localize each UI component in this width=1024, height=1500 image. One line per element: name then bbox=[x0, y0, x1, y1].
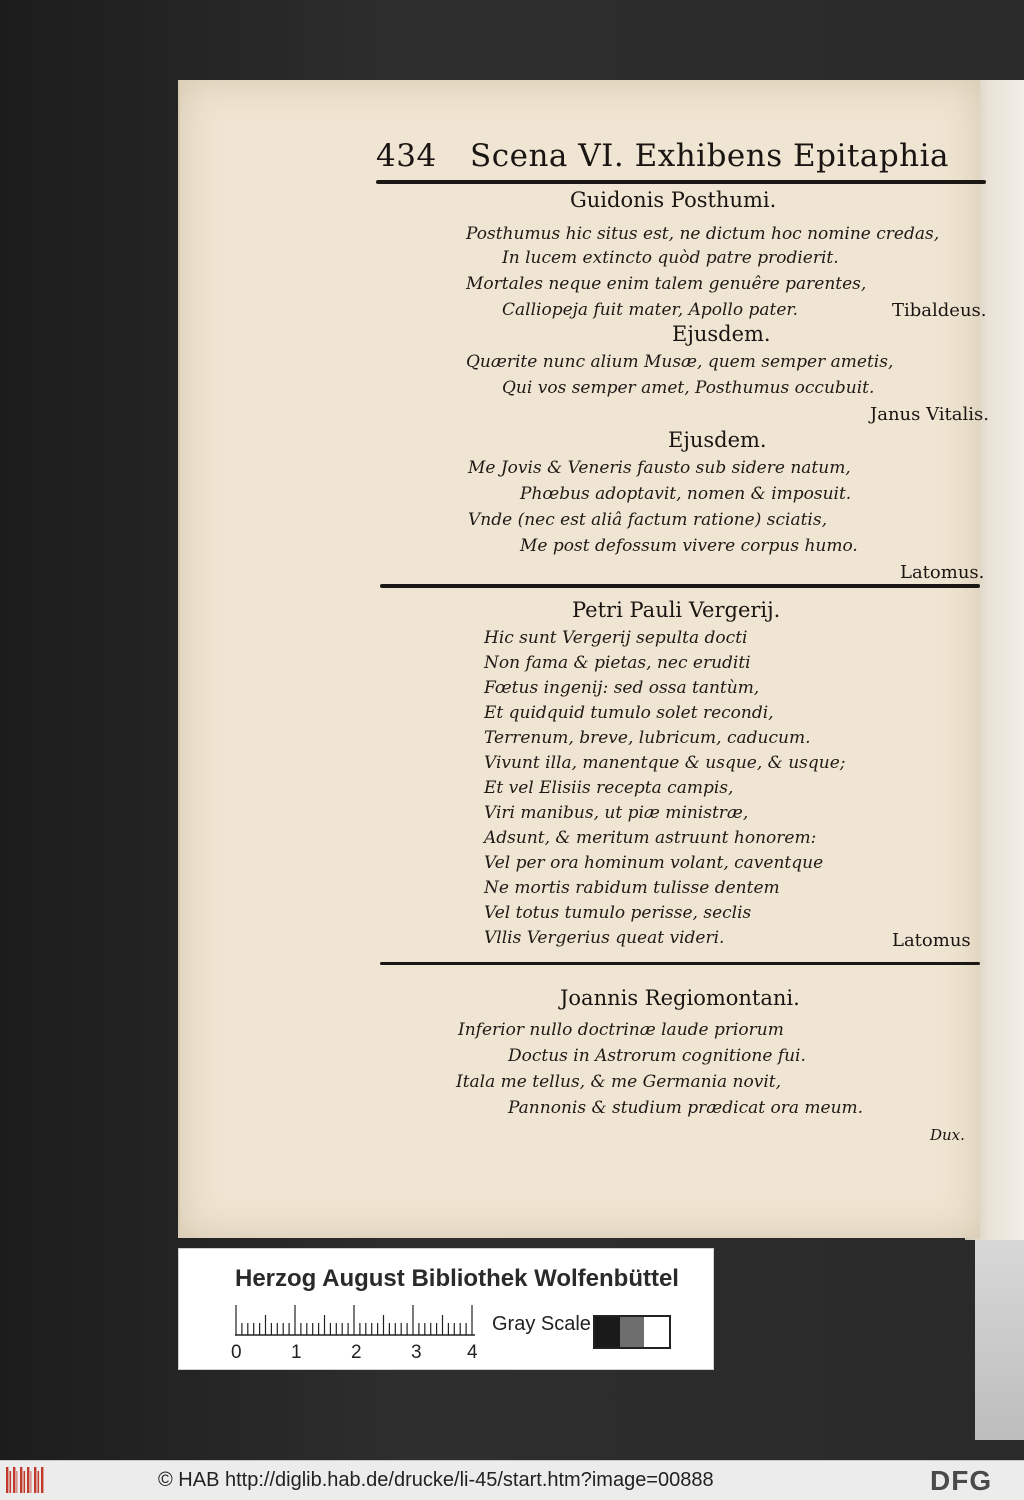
verse-line: In lucem extincto quòd patre prodierit. bbox=[502, 248, 839, 268]
logo-bar bbox=[6, 1467, 8, 1493]
margin-author: Tibaldeus. bbox=[892, 300, 987, 321]
card-title: Herzog August Bibliothek Wolfenbüttel bbox=[235, 1265, 679, 1292]
margin-author: Janus Vitalis. bbox=[870, 404, 989, 425]
verse-line: Doctus in Astrorum cognitione fui. bbox=[508, 1046, 806, 1066]
ruler-number: 1 bbox=[291, 1342, 302, 1363]
logo-bar bbox=[31, 1471, 32, 1493]
section-rule bbox=[380, 584, 980, 588]
verse-line: Itala me tellus, & me Germania novit, bbox=[456, 1072, 782, 1092]
verse-line: Ne mortis rabidum tulisse dentem bbox=[484, 878, 780, 898]
catchword: Dux. bbox=[930, 1126, 965, 1144]
ruler-number: 3 bbox=[411, 1342, 422, 1363]
gray-scale-swatches bbox=[593, 1315, 671, 1349]
verse-line: Terrenum, breve, lubricum, caducum. bbox=[484, 728, 811, 748]
ruler-scale bbox=[235, 1305, 475, 1337]
gray-swatch-dark bbox=[595, 1317, 620, 1347]
verse-line: Me post defossum vivere corpus humo. bbox=[520, 536, 858, 556]
ruler-number: 0 bbox=[231, 1342, 242, 1363]
verse-line: Quærite nunc alium Musæ, quem semper ametis, bbox=[466, 352, 894, 372]
section-rule bbox=[380, 962, 980, 965]
margin-author: Latomus. bbox=[900, 562, 985, 583]
footer-credit-link[interactable]: © HAB http://diglib.hab.de/drucke/li-45/start.htm?image=00888 bbox=[158, 1469, 714, 1491]
verse-line: Viri manibus, ut piæ ministræ, bbox=[484, 803, 749, 823]
verse-line: Vivunt illa, manentque & usque, & usque; bbox=[484, 753, 846, 773]
logo-bar bbox=[41, 1467, 43, 1493]
verse-line: Hic sunt Vergerij sepulta docti bbox=[484, 628, 748, 648]
verse-line: Fœtus ingenij: sed ossa tantùm, bbox=[484, 678, 760, 698]
logo-bar bbox=[27, 1467, 29, 1493]
verse-line: Inferior nullo doctrinæ laude priorum bbox=[458, 1020, 784, 1040]
verse-line: Et quidquid tumulo solet recondi, bbox=[484, 703, 774, 723]
verse-line: Phœbus adoptavit, nomen & imposuit. bbox=[520, 484, 852, 504]
verse-line: Vllis Vergerius queat videri. bbox=[484, 928, 725, 948]
section-title-vergerij: Petri Pauli Vergerij. bbox=[572, 598, 781, 622]
logo-bar bbox=[24, 1471, 26, 1493]
adjacent-page-lower bbox=[975, 1240, 1024, 1440]
section-title-guidonis: Guidonis Posthumi. bbox=[570, 188, 777, 212]
footer-bar bbox=[0, 1460, 1024, 1500]
logo-bar bbox=[20, 1467, 22, 1493]
section-title-regiomontani: Joannis Regiomontani. bbox=[560, 986, 800, 1010]
verse-line: Qui vos semper amet, Posthumus occubuit. bbox=[502, 378, 875, 398]
page-number: 434 bbox=[376, 138, 437, 174]
logo-bar bbox=[34, 1467, 36, 1493]
verse-line: Vel per ora hominum volant, caventque bbox=[484, 853, 824, 873]
logo-bar bbox=[17, 1471, 18, 1493]
hab-logo-icon bbox=[6, 1467, 46, 1493]
gray-scale-label: Gray Scale bbox=[492, 1313, 591, 1335]
verse-line: Non fama & pietas, nec eruditi bbox=[484, 653, 751, 673]
verse-line: Calliopeja fuit mater, Apollo pater. bbox=[502, 300, 799, 320]
logo-bar bbox=[13, 1467, 15, 1493]
dfg-logo: DFG bbox=[930, 1465, 993, 1496]
color-calibration-card bbox=[178, 1248, 714, 1370]
section-title-ejusdem: Ejusdem. bbox=[672, 322, 771, 346]
gray-swatch-mid bbox=[620, 1317, 645, 1347]
verse-line: Mortales neque enim talem genuêre parentes, bbox=[466, 274, 867, 294]
verse-line: Pannonis & studium prædicat ora meum. bbox=[508, 1098, 864, 1118]
verse-line: Me Jovis & Veneris fausto sub sidere natum, bbox=[468, 458, 851, 478]
verse-line: Vnde (nec est aliâ factum ratione) sciatis, bbox=[468, 510, 827, 530]
gray-swatch-light bbox=[644, 1317, 669, 1347]
margin-author: Latomus bbox=[892, 930, 971, 951]
section-title-ejusdem: Ejusdem. bbox=[668, 428, 767, 452]
header-rule bbox=[376, 180, 986, 184]
ruler-number: 4 bbox=[467, 1342, 478, 1363]
verse-line: Posthumus hic situs est, ne dictum hoc nomine credas, bbox=[466, 224, 940, 244]
verse-line: Et vel Elisiis recepta campis, bbox=[484, 778, 734, 798]
running-title: Scena VI. Exhibens Epitaphia bbox=[470, 138, 950, 174]
logo-bar bbox=[38, 1471, 40, 1493]
book-page bbox=[178, 80, 989, 1238]
logo-bar bbox=[10, 1471, 12, 1493]
ruler-number: 2 bbox=[351, 1342, 362, 1363]
verse-line: Adsunt, & meritum astruunt honorem: bbox=[484, 828, 817, 848]
verse-line: Vel totus tumulo perisse, seclis bbox=[484, 903, 752, 923]
